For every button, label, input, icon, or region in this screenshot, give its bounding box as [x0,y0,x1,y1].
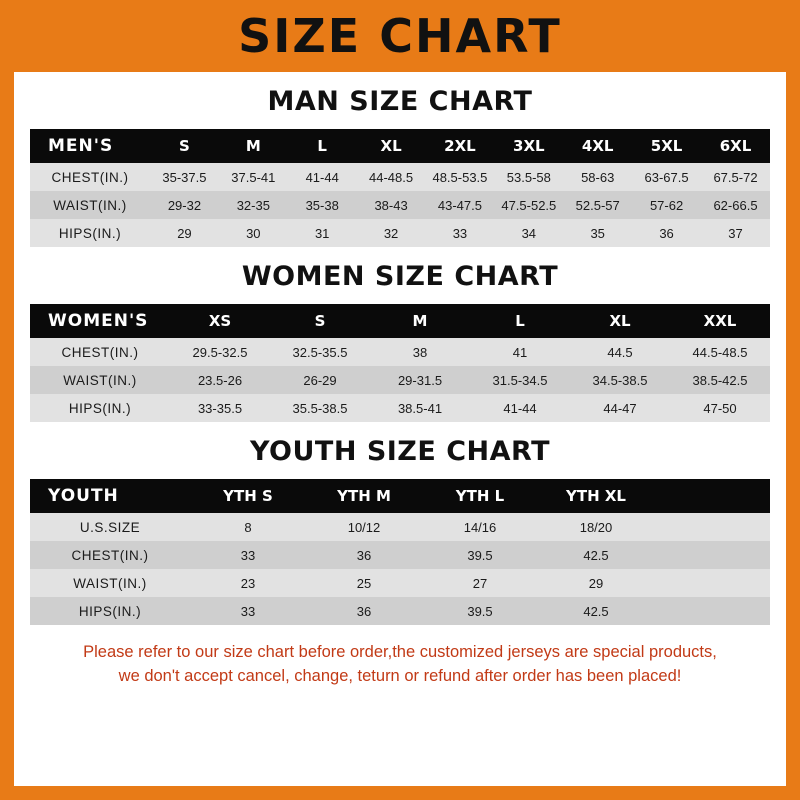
table-row [30,338,770,366]
footer-line-1: Please refer to our size chart before order,the customized jerseys are special products, [83,643,717,661]
cell: 33 [426,219,495,247]
women-table-head [30,304,770,338]
men-table-head [30,129,770,163]
header-banner [0,0,800,72]
column-header: L [288,129,357,163]
row-label: CHEST(IN.) [30,163,150,191]
cell: 57-62 [632,191,701,219]
column-header: XS [170,304,270,338]
column-header: XL [570,304,670,338]
cell: 34.5-38.5 [570,366,670,394]
youth-table-head [30,479,770,513]
column-header: 4XL [563,129,632,163]
cell: 47-50 [670,394,770,422]
cell: 38 [370,338,470,366]
cell: 32-35 [219,191,288,219]
section-youth [14,436,786,625]
cell: 53.5-58 [494,163,563,191]
table-header-row [30,304,770,338]
row-label: U.S.SIZE [30,513,190,541]
column-header: YTH M [306,479,422,513]
column-header: 2XL [426,129,495,163]
cell: 35-37.5 [150,163,219,191]
column-header: XXL [670,304,770,338]
cell: 31 [288,219,357,247]
cell: 32 [357,219,426,247]
table-row [30,366,770,394]
row-label: HIPS(IN.) [30,394,170,422]
cell: 14/16 [422,513,538,541]
row-label: WAIST(IN.) [30,366,170,394]
table-row [30,394,770,422]
cell: 47.5-52.5 [494,191,563,219]
row-label: CHEST(IN.) [30,541,190,569]
row-label: WAIST(IN.) [30,569,190,597]
cell: 43-47.5 [426,191,495,219]
cell: 44.5 [570,338,670,366]
women-table-body [30,338,770,422]
row-label: WAIST(IN.) [30,191,150,219]
cell: 33 [190,597,306,625]
cell: 58-63 [563,163,632,191]
women-row-header: WOMEN'S [30,304,170,338]
column-header: YTH S [190,479,306,513]
cell: 67.5-72 [701,163,770,191]
cell: 39.5 [422,541,538,569]
cell: 39.5 [422,597,538,625]
row-label: HIPS(IN.) [30,219,150,247]
cell: 42.5 [538,541,654,569]
table-header-row [30,129,770,163]
footer-line-2: we don't accept cancel, change, teturn or refund after order has been placed! [118,666,682,685]
row-label: CHEST(IN.) [30,338,170,366]
column-header: YTH L [422,479,538,513]
cell: 63-67.5 [632,163,701,191]
cell: 30 [219,219,288,247]
column-header-empty [654,479,770,513]
cell: 37 [701,219,770,247]
cell: 41-44 [288,163,357,191]
cell: 25 [306,569,422,597]
cell: 44-47 [570,394,670,422]
page-title: SIZE CHART [238,9,562,63]
cell: 29-32 [150,191,219,219]
cell: 27 [422,569,538,597]
column-header: XL [357,129,426,163]
cell: 31.5-34.5 [470,366,570,394]
table-header-row [30,479,770,513]
column-header: L [470,304,570,338]
cell: 62-66.5 [701,191,770,219]
column-header: S [150,129,219,163]
cell: 33-35.5 [170,394,270,422]
cell: 34 [494,219,563,247]
cell: 41-44 [470,394,570,422]
column-header: 5XL [632,129,701,163]
cell-empty [654,541,770,569]
cell: 35.5-38.5 [270,394,370,422]
section-men [14,86,786,247]
table-row [30,219,770,247]
women-size-table [30,304,770,422]
cell: 42.5 [538,597,654,625]
men-table-body [30,163,770,247]
cell: 29-31.5 [370,366,470,394]
column-header: M [219,129,288,163]
cell: 44-48.5 [357,163,426,191]
section-title-youth: YOUTH SIZE CHART [249,436,551,467]
cell: 18/20 [538,513,654,541]
column-header: YTH XL [538,479,654,513]
men-size-table [30,129,770,247]
youth-row-header: YOUTH [30,479,190,513]
cell: 37.5-41 [219,163,288,191]
youth-size-table [30,479,770,625]
cell: 35 [563,219,632,247]
column-header: S [270,304,370,338]
cell: 23.5-26 [170,366,270,394]
cell: 36 [632,219,701,247]
section-title-men: MAN SIZE CHART [267,86,533,117]
table-row [30,191,770,219]
table-row [30,163,770,191]
cell: 10/12 [306,513,422,541]
table-row [30,513,770,541]
men-row-header: MEN'S [30,129,150,163]
cell: 26-29 [270,366,370,394]
cell: 32.5-35.5 [270,338,370,366]
table-row [30,597,770,625]
cell-empty [654,597,770,625]
cell: 38.5-41 [370,394,470,422]
cell: 8 [190,513,306,541]
cell: 48.5-53.5 [426,163,495,191]
youth-table-body [30,513,770,625]
cell: 44.5-48.5 [670,338,770,366]
cell: 52.5-57 [563,191,632,219]
cell-empty [654,513,770,541]
bottom-accent-bar [0,786,800,800]
cell: 36 [306,597,422,625]
column-header: M [370,304,470,338]
table-row [30,569,770,597]
cell: 36 [306,541,422,569]
section-women [14,261,786,422]
table-row [30,541,770,569]
cell: 38.5-42.5 [670,366,770,394]
footer-note [24,641,776,689]
cell-empty [654,569,770,597]
cell: 38-43 [357,191,426,219]
cell: 41 [470,338,570,366]
column-header: 6XL [701,129,770,163]
cell: 33 [190,541,306,569]
cell: 29 [538,569,654,597]
cell: 29.5-32.5 [170,338,270,366]
section-title-women: WOMEN SIZE CHART [241,261,559,292]
cell: 35-38 [288,191,357,219]
cell: 23 [190,569,306,597]
row-label: HIPS(IN.) [30,597,190,625]
cell: 29 [150,219,219,247]
column-header: 3XL [494,129,563,163]
